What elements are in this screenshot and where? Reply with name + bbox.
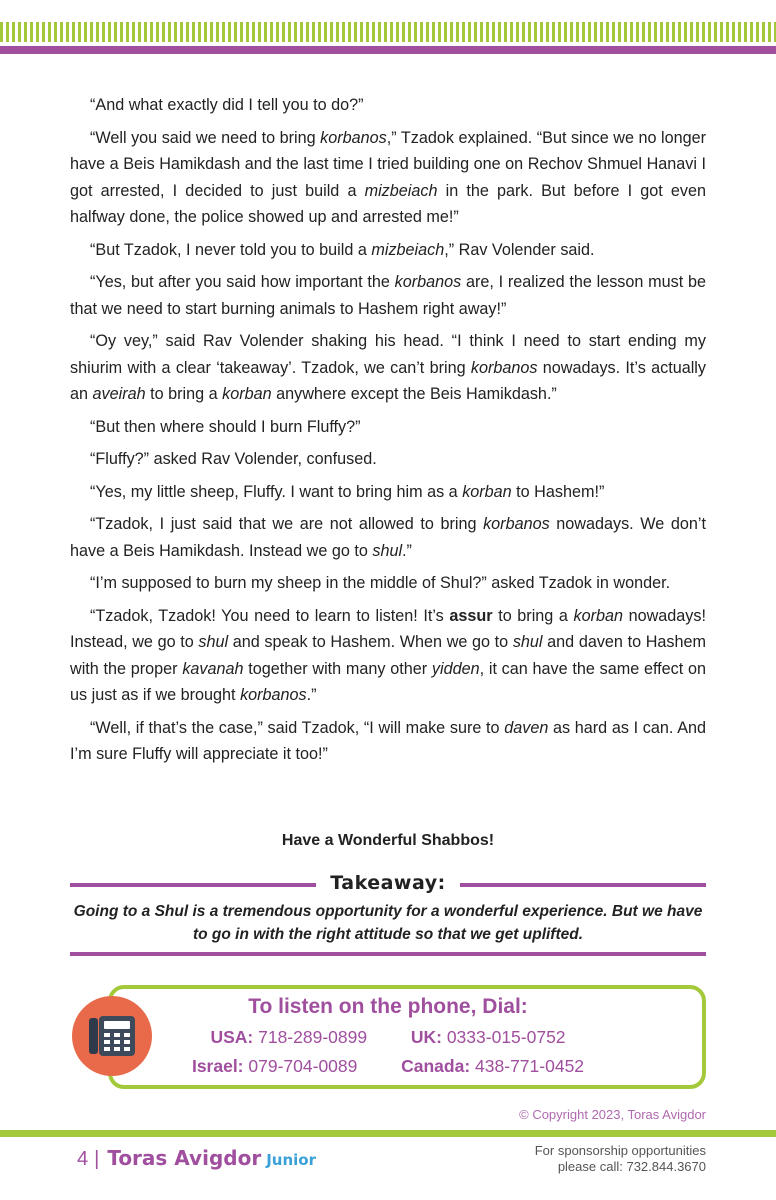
bottom-green-bar [0, 1130, 776, 1137]
story-text [70, 92, 706, 774]
paragraph-6: “But then where should I burn Fluffy?” [90, 417, 361, 436]
israel-number: 079-704-0089 [248, 1056, 358, 1076]
top-purple-bar [0, 46, 776, 54]
takeaway-text: Going to a Shul is a tremendous opportunity for a wonderful experience. But we have to go in with the right attitude so that we get uplifted. [73, 903, 703, 943]
takeaway-rule-bottom [70, 952, 706, 956]
paragraph-2: “Well you said we need to bring korbanos,” Tzadok explained. “But since we no longer have a Beis Hamikdash and the last time I tried building one on Rechov Shmuel Hanavi I got arrested, I decided to just build a mizbeiach in the park. But before I got even halfway done, the police showed up and arrested me!” [70, 128, 706, 226]
sponsorship-line-2: please call: 732.844.3670 [557, 1159, 706, 1174]
paragraph-5: “Oy vey,” said Rav Volender shaking his head. “I think I need to start ending my shiurim with a clear ‘takeaway’. Tzadok, we can’t bring korbanos nowadays. It’s actually an aveirah to bring a korban anywhere except the Beis Hamikdash.” [70, 332, 706, 403]
canada-label: Canada: [401, 1056, 471, 1076]
paragraph-1: “And what exactly did I tell you to do?” [90, 96, 364, 114]
takeaway-rule-right [460, 883, 706, 887]
paragraph-7: “Fluffy?” asked Rav Volender, confused. [90, 450, 377, 468]
copyright-notice: © Copyright 2023, Toras Avigdor [519, 1107, 706, 1122]
footer-brand [77, 1146, 316, 1174]
canada-number: 438-771-0452 [475, 1056, 585, 1076]
brand-name: Toras Avigdor [107, 1146, 262, 1170]
takeaway-header [70, 872, 706, 898]
uk-number: 0333-015-0752 [446, 1027, 566, 1047]
sponsorship-line-1: For sponsorship opportunities [534, 1143, 706, 1158]
paragraph-10: “I’m supposed to burn my sheep in the middle of Shul?” asked Tzadok in wonder. [90, 574, 671, 592]
paragraph-11: “Tzadok, Tzadok! You need to learn to listen! It’s assur to bring a korban nowadays! Instead, we go to shul and speak to Hashem. When we go to shul and daven to Hashem with the proper kavanah together with many other yidden, it can have the same effect on us just as if we brought korbanos.” [70, 606, 706, 704]
phone-title: To listen on the phone, Dial: [248, 995, 528, 1018]
phone-row-2 [150, 1056, 626, 1077]
paragraph-3: “But Tzadok, I never told you to build a mizbeiach,” Rav Volender said. [90, 240, 595, 259]
takeaway-box [70, 872, 706, 956]
paragraph-8: “Yes, my little sheep, Fluffy. I want to bring him as a korban to Hashem!” [90, 482, 605, 501]
israel-label: Israel: [191, 1056, 244, 1076]
paragraph-9: “Tzadok, I just said that we are not allowed to bring korbanos nowadays. We don’t have a Beis Hamikdash. Instead we go to shul.” [70, 515, 706, 560]
usa-number: 718-289-0899 [258, 1027, 368, 1047]
telephone-icon [72, 996, 152, 1076]
top-decorative-stripe [0, 22, 776, 42]
page-number: 4 [77, 1148, 89, 1170]
sponsorship-info [535, 1143, 706, 1175]
paragraph-12: “Well, if that’s the case,” said Tzadok, “I will make sure to daven as hard as I can. And I’m sure Fluffy will appreciate it too!” [70, 718, 706, 763]
takeaway-title: Takeaway: [330, 872, 446, 894]
uk-label: UK: [410, 1027, 442, 1047]
brand-sub: Junior [266, 1151, 316, 1169]
page-separator: | [94, 1148, 100, 1170]
closing-greeting: Have a Wonderful Shabbos! [281, 832, 495, 849]
usa-label: USA: [210, 1027, 254, 1047]
paragraph-4: “Yes, but after you said how important the korbanos are, I realized the lesson must be that we need to start burning animals to Hashem right away!” [70, 273, 706, 318]
phone-row-1 [150, 1027, 626, 1048]
